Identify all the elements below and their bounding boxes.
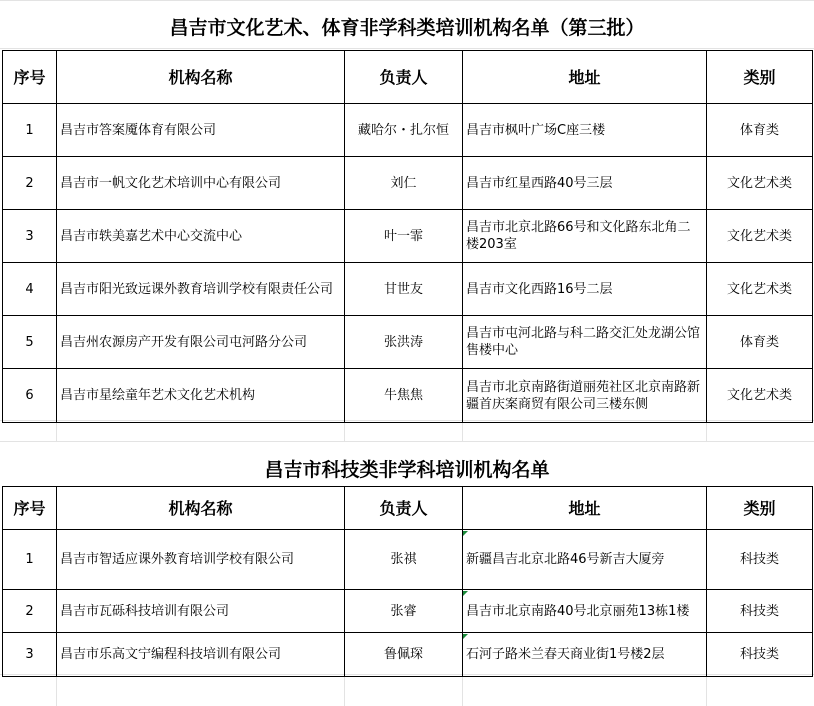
cell-org-name: 昌吉市轶美嘉艺术中心交流中心 [57, 210, 345, 263]
section-title-technology: 昌吉市科技类非学科培训机构名单 [264, 459, 550, 481]
header-address: 地址 [463, 487, 707, 530]
cell-index: 3 [3, 210, 57, 263]
cell-address: 新疆昌吉北京北路46号新吉大厦旁 [463, 530, 707, 590]
cell-manager: 张祺 [345, 530, 463, 590]
grid-line [56, 420, 57, 442]
header-category: 类别 [707, 51, 813, 104]
table-row [3, 316, 813, 369]
header-address: 地址 [463, 51, 707, 104]
cell-category: 科技类 [707, 590, 813, 633]
grid-line [706, 420, 707, 442]
cell-index: 6 [3, 369, 57, 423]
grid-line [0, 0, 814, 1]
cell-address: 昌吉市北京南路街道丽苑社区北京南路新疆首庆案商贸有限公司三楼东侧 [463, 369, 707, 423]
cell-category: 科技类 [707, 633, 813, 677]
technology-table [2, 486, 813, 677]
cell-index: 2 [3, 157, 57, 210]
cell-index: 1 [3, 104, 57, 157]
cell-manager: 甘世友 [345, 263, 463, 316]
grid-line [56, 674, 57, 706]
cell-category: 科技类 [707, 530, 813, 590]
table-row [3, 633, 813, 677]
cell-category: 体育类 [707, 316, 813, 369]
cell-category: 文化艺术类 [707, 369, 813, 423]
cell-manager: 藏哈尔・扎尔恒 [345, 104, 463, 157]
cell-address: 昌吉市文化西路16号二层 [463, 263, 707, 316]
cell-org-name: 昌吉市一帆文化艺术培训中心有限公司 [57, 157, 345, 210]
cell-category: 文化艺术类 [707, 210, 813, 263]
cell-address: 石河子路米兰春天商业街1号楼2层 [463, 633, 707, 677]
cell-error-marker [463, 591, 468, 596]
table-header-row [3, 51, 813, 104]
grid-line [462, 420, 463, 442]
table-row [3, 590, 813, 633]
header-org-name: 机构名称 [57, 51, 345, 104]
cell-index: 2 [3, 590, 57, 633]
header-manager: 负责人 [345, 51, 463, 104]
header-org-name: 机构名称 [57, 487, 345, 530]
cell-manager: 张睿 [345, 590, 463, 633]
cell-org-name: 昌吉市瓦砾科技培训有限公司 [57, 590, 345, 633]
arts-sports-table [2, 50, 813, 423]
header-category: 类别 [707, 487, 813, 530]
header-index: 序号 [3, 487, 57, 530]
grid-line [344, 420, 345, 442]
cell-org-name: 昌吉市阳光致远课外教育培训学校有限责任公司 [57, 263, 345, 316]
cell-org-name: 昌吉市星绘童年艺术文化艺术机构 [57, 369, 345, 423]
grid-line [344, 674, 345, 706]
grid-line [0, 48, 814, 49]
cell-manager: 牛焦焦 [345, 369, 463, 423]
cell-address: 昌吉市北京南路40号北京丽苑13栋1楼 [463, 590, 707, 633]
cell-index: 4 [3, 263, 57, 316]
table-row [3, 104, 813, 157]
table-row [3, 263, 813, 316]
cell-manager: 张洪涛 [345, 316, 463, 369]
header-manager: 负责人 [345, 487, 463, 530]
cell-address: 昌吉市红星西路40号三层 [463, 157, 707, 210]
cell-category: 文化艺术类 [707, 263, 813, 316]
cell-manager: 叶一霏 [345, 210, 463, 263]
cell-error-marker [463, 531, 468, 536]
section-title-arts-sports: 昌吉市文化艺术、体育非学科类培训机构名单（第三批） [169, 17, 645, 39]
grid-line [0, 441, 814, 442]
table-header-row [3, 487, 813, 530]
cell-org-name: 昌吉市智适应课外教育培训学校有限公司 [57, 530, 345, 590]
cell-category: 文化艺术类 [707, 157, 813, 210]
cell-index: 3 [3, 633, 57, 677]
cell-org-name: 昌吉市乐高文宁编程科技培训有限公司 [57, 633, 345, 677]
cell-category: 体育类 [707, 104, 813, 157]
header-index: 序号 [3, 51, 57, 104]
grid-line [706, 674, 707, 706]
table-row [3, 530, 813, 590]
table-row [3, 210, 813, 263]
cell-org-name: 昌吉州农源房产开发有限公司屯河路分公司 [57, 316, 345, 369]
cell-org-name: 昌吉市答案魇体育有限公司 [57, 104, 345, 157]
cell-address: 昌吉市屯河北路与科二路交汇处龙湖公馆售楼中心 [463, 316, 707, 369]
grid-line [462, 674, 463, 706]
table-row [3, 157, 813, 210]
cell-manager: 刘仁 [345, 157, 463, 210]
cell-index: 1 [3, 530, 57, 590]
cell-error-marker [463, 634, 468, 639]
cell-address: 昌吉市枫叶广场C座三楼 [463, 104, 707, 157]
cell-address: 昌吉市北京北路66号和文化路东北角二楼203室 [463, 210, 707, 263]
cell-index: 5 [3, 316, 57, 369]
table-row [3, 369, 813, 423]
cell-manager: 鲁佩琛 [345, 633, 463, 677]
